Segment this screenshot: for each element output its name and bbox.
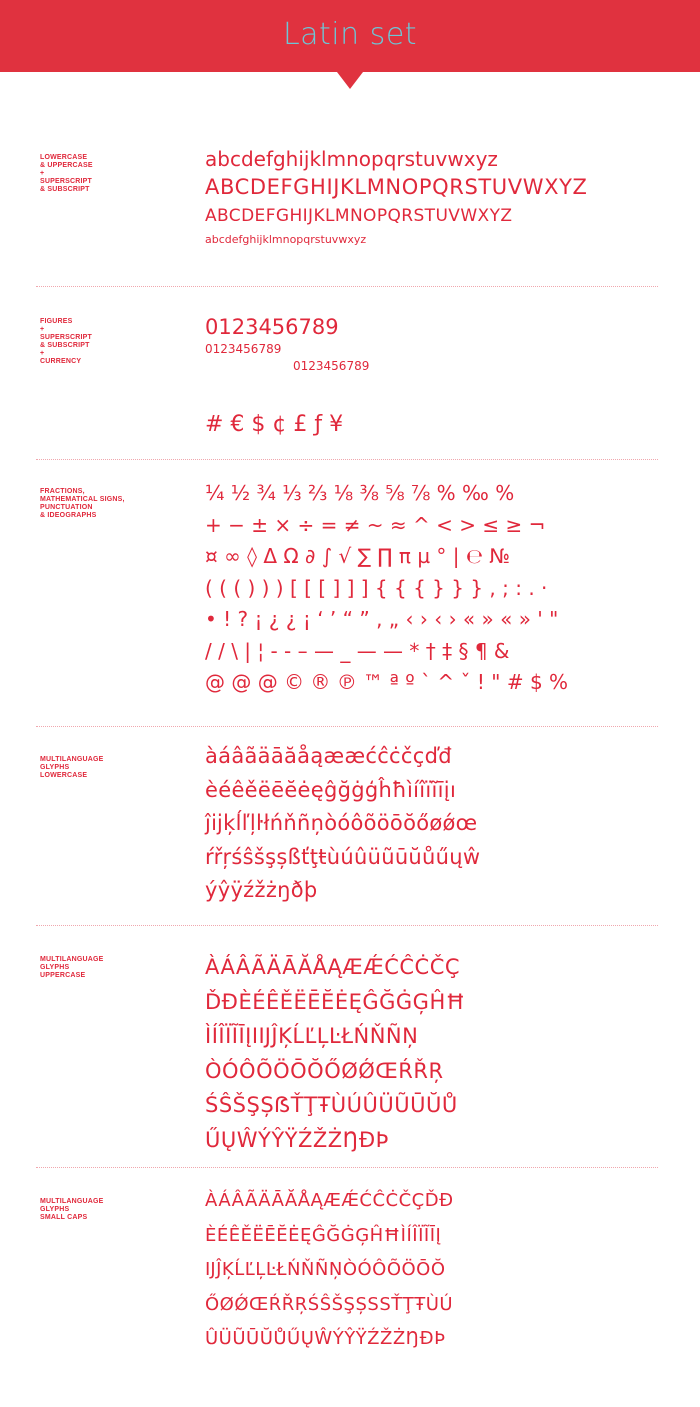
section-label: FIGURES + SUPERSCRIPT & SUBSCRIPT + CURRENCY xyxy=(40,318,92,365)
section-divider xyxy=(36,459,658,460)
figures-line: 0123456789 xyxy=(205,315,339,339)
section-symbols xyxy=(36,481,658,713)
glyph-line: ĎĐÈÉÊĚËĒĔĖĘĜĞĠĢĤĦ xyxy=(205,989,466,1014)
ideographs-line: @ @ @ © ® ℗ ™ ª º ` ^ ˇ ! " # $ % xyxy=(205,670,569,694)
brackets-line: ( ( ( ) ) ) [ [ [ ] ] ] { { { } } } , ; : . · xyxy=(205,575,548,600)
section-divider xyxy=(36,726,658,727)
glyph-specimen xyxy=(205,146,588,250)
ml-smallcaps-specimen xyxy=(205,1184,454,1357)
glyph-line: ÀÁÂÃÄĀĂÅĄÆǼĆĈĊČÇĎĐ xyxy=(205,1190,454,1211)
superscript-line: ABCDEFGHIJKLMNOPQRSTUVWXYZ xyxy=(205,206,513,226)
fractions-line: ¼ ½ ¾ ⅓ ⅔ ⅛ ⅜ ⅝ ⅞ % ‰ % xyxy=(205,481,515,505)
glyph-line: ýŷÿźžżŋðþ xyxy=(205,878,318,902)
glyph-line: ÒÓÔÕÖŌŎŐØǾŒŔŘŖ xyxy=(205,1058,444,1083)
figures-superscript-line: 0123456789 xyxy=(205,342,282,356)
currency-line: # € $ ¢ £ ƒ ¥ xyxy=(205,412,344,437)
uppercase-line: ABCDEFGHIJKLMNOPQRSTUVWXYZ xyxy=(205,175,588,199)
section-divider xyxy=(36,286,658,287)
glyph-line: èéêěëēĕėęĝğġģĥħìíîïĩīįı xyxy=(205,777,457,802)
currency-specimen xyxy=(205,410,343,440)
page-title: Latin set xyxy=(282,16,418,52)
section-divider xyxy=(36,925,658,926)
section-letters xyxy=(36,147,658,274)
ml-uppercase-specimen xyxy=(205,950,465,1157)
section-ml-uppercase xyxy=(36,956,658,1156)
glyph-line: ŰŲŴÝŶŸŹŽŻŊÐÞ xyxy=(205,1127,389,1152)
glyph-line: ÛÜŨŪŬŮŰŲŴÝŶŸŹŽŻŊÐÞ xyxy=(205,1328,446,1349)
symbols-specimen xyxy=(205,478,568,699)
dashes-line: / / \ | ¦ - - – — _ — — * † ‡ § ¶ & xyxy=(205,638,510,663)
section-figures xyxy=(36,315,658,448)
section-divider xyxy=(36,1167,658,1168)
glyph-line: ŚŜŠŞȘẞŤŢŦÙÚÛÜŨŪŬŮ xyxy=(205,1093,458,1117)
quotes-line: • ! ? ¡ ¿ ¿ ¡ ‘ ’ “ ” , „ ‹ › ‹ › « » « » ' " xyxy=(205,607,559,631)
section-label: MULTILANGUAGE GLYPHS LOWERCASE xyxy=(40,756,104,779)
ml-lowercase-specimen xyxy=(205,740,480,908)
glyph-line: ĲĴĶĹĽĻĿŁŃŇÑŅÒÓÔÕÖŌŎ xyxy=(205,1259,446,1280)
glyph-line: àáâãäāăåąææćĉċčçďđ xyxy=(205,744,452,768)
banner-pointer xyxy=(337,72,363,89)
header-banner xyxy=(0,0,700,72)
glyph-line: ÀÁÂÃÄĀĂÅĄÆǼĆĈĊČÇ xyxy=(205,955,461,979)
glyph-line: ÌÍÎÏĨĪĮIĲĴĶĹĽĻĿŁŃŇÑŅ xyxy=(205,1024,419,1048)
figures-specimen xyxy=(205,313,369,375)
section-ml-lowercase xyxy=(36,744,658,916)
section-ml-smallcaps xyxy=(36,1190,658,1378)
glyph-line: ŐØǾŒŔŘŖŚŜŠŞȘSSŤŢŦÙÚ xyxy=(205,1293,454,1315)
section-label: LOWERCASE & UPPERCASE + SUPERSCRIPT & SUBSCRIPT xyxy=(40,154,93,193)
glyph-line: ÈÉÊĚËĒĔĖĘĜĞĠĢĤĦÌÍÎÏĨĪĮ xyxy=(205,1224,442,1246)
section-label: FRACTIONS, MATHEMATICAL SIGNS, PUNCTUATION & IDEOGRAPHS xyxy=(40,488,125,519)
math-signs-line: + − ± × ÷ = ≠ ~ ≈ ^ < > ≤ ≥ ¬ xyxy=(205,512,546,537)
glyph-line: ĵĳķĺľļŀłńňñņòóôõöōŏőøǿœ xyxy=(205,811,478,835)
glyph-line: ŕřŗśŝšşșßťţŧùúûüũūŭůűųŵ xyxy=(205,844,481,869)
subscript-line: abcdefghijklmnopqrstuvwxyz xyxy=(205,233,367,246)
section-label: MULTILANGUAGE GLYPHS UPPERCASE xyxy=(40,956,104,979)
section-label: MULTILANGUAGE GLYPHS SMALL CAPS xyxy=(40,1198,104,1221)
figures-subscript-line: 0123456789 xyxy=(293,359,370,373)
lowercase-line: abcdefghijklmnopqrstuvwxyz xyxy=(205,147,498,171)
math-symbols-line: ¤ ∞ ◊ Δ Ω ∂ ∫ √ ∑ ∏ π µ ° | ℮ № xyxy=(205,544,511,568)
